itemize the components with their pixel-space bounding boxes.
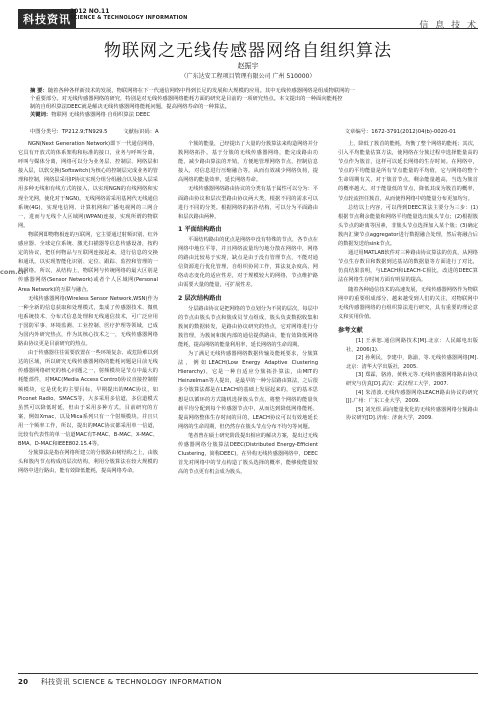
journal-badge: 科技资讯: [18, 9, 76, 29]
body-column-3: [338, 140, 478, 665]
paragraph: 笔者曾在硕士研究阶段提出相应的解决方案，提出过无线传感器网络分簇算法DEEC(Distributed Energy-Efficient Clustering，简称DEEC)，在异构无线传感器网络中，DEEC首先对网络中的节点构造了簇头选择的概率，能够使能量较高的节点更有机会成为簇头。: [178, 432, 318, 476]
references-heading: 参考文献: [338, 326, 363, 334]
reference-item: [1] 王承恕.通信网路技术[M].北京：人民邮电出版社，2006(1).: [346, 337, 478, 353]
paragraph: 总结以上内容，可以得到DEEC算法主要分为三步：(1)根据节点剩余能量和网络平均能量选出簇头节点；(2)根据簇头节点的距离等因素，非簇头节点选择加入某个簇；(3)确定簇内汇聚节点aggregator进行数据融合处理，然后将融合后的数据发送给sink节点。: [338, 204, 478, 248]
page-number: 20: [18, 678, 29, 686]
issue-number: 2012 NO.11: [70, 8, 110, 15]
body-column-2: [178, 140, 318, 665]
reference-item: [2] 孙利民，李建中，陈渝，等.无线传感器网络[M].北京：清华大学出版社，2005.: [346, 355, 478, 370]
paragraph: 随着各种通信技术的高速发展，无线传感器网络作为物联网中的重要组成部分，越来越受到人们的关注，对物联网中无线传感器网络的自组织算法进行研究，具有重要的理论意义和实用价值。: [338, 286, 478, 320]
author-affiliation: （广东达安工程项目管理有限公司 广州 510000）: [180, 73, 316, 80]
paragraph: 个簇的能量，己经提出了大量的分簇算法来构造网络并分簇网络拓扑。基于分簇的无线传感器网络，能完成路由功能，减少路由算法的开销，方便地管理网络节点，控制信息接入，对信息进行压缩融合等。从而有效减少网络负荷，提高网络的能量效率，延长网络寿命。: [178, 141, 318, 184]
page-footer: [18, 677, 222, 687]
section-heading-1: 1 平面结构路由: [178, 225, 222, 233]
paragraph: 由于传感器往往需要放置在一些环境复杂、或危险难以到达的区域，所以研究无线传感器网络的能耗问题是目前无线传感器网络研究的核心问题之一，射频模块是节点中最大的耗能部件，对MAC(Media Access Control)协议直接控制射频模块，它是优化的主要目标，早期提出的MAC协议，如Piconet Radio、SMACS等，大多采用多信道，多信道模式虽然可以降低时延，但由于采用多种方式，目前研究的方案，例如Xmac，以及Mica系列只有一个射频模块。并且只用一个频率工作，所以，提出的MAC协议都采用单一信道，比较有代表性的单一信道MAC有T-MAC、B-MAC、X-MAC、BMA、D-MAC和IEEE802.15.4等。: [18, 350, 158, 448]
paragraph: NGN(Next Generation Network)即下一代通信网络，它具有开放式的体系架构和标准的接口，业务与呼叫分离，呼叫与媒体分离，网络可以分为业务层、控制层、网络层和接入层，以软交换(Softswitch)为核心的控制层完成业务的管理和控制，网络层采用IP协议实现分组分组融合以及接入层采用多种无线和有线方式的接入，以实现NGN的有线网络和实现全光网，使化对于NGN)。无线网络需采用基网代无线通信系统(4G)，实现电信网、计算机网和广播电视网的三网合一，进而与无线个人区域网(WPAN)连接，实现所谓的物联网。: [18, 141, 158, 229]
paragraph: 通过用MATLAB软件对三种路由协议算法的仿真，从网络节点生存数目和数据到达基站的数据量等方面进行了对比，仿真结果表明，与LEACH和LEACH-C相比，改进的DEEC算法在网络生存时间方面有明显的提高。: [338, 250, 478, 284]
abstract-line-2: 个重要部分。对无线传感器网络的研究，特别是对无线传感器网络能耗方面的研究是目前的一项研究热点。本文提出的一种面向能耗控: [30, 96, 343, 102]
keywords-label: 关键词：: [30, 112, 52, 118]
body-column-1: [18, 140, 158, 665]
reference-item: [4] 朱清波.无线传感器网络LEACH路由协议的研究[J].广州：广东工业大学，2009.: [346, 389, 478, 405]
paragraph: 无线传感器网络路由协议的分类有基于属性可以分为：平面路由协议和层次型路由协议两大类，根据不同的需求可以进行不同的分类。根据网络的拓扑结构，可以分为平面路由和层次路由两种。: [178, 186, 318, 220]
footer-journal: 科技资讯 SCIENCE & TECHNOLOGY INFORMATION: [40, 678, 222, 686]
clc-number: 中图分类号：TP212.9;TN929.5: [30, 129, 108, 135]
footer-rule: [18, 673, 478, 674]
article-author: 赵振宇: [237, 62, 259, 70]
abstract-line-3: 制的自组织算法DEEC就是解决无线传感器网络能耗问题，提高网络寿命的一种算法。: [30, 104, 230, 110]
paragraph: 上，降低了簇首的能耗，均衡了整个网络的能耗；其次，引入平均能量估算方法，使网络在分簇过程中选择能量高的节点作为簇首，这样可以延长网络的生存时间。在网络中，节点的平均能量是所有节点能量的平均值，它与网络的整个生命周期有关，对于簇首节点，剩余能量越高，当选为簇首的概率越大。对于能量低的节点，降低其成为簇首的概率，节点轮流担任簇首，从而使得网络中的能量分布更加均匀。: [338, 141, 478, 202]
doc-code: 文献标识码：A: [123, 129, 159, 135]
abstract-label: 摘 要：: [30, 88, 48, 94]
paragraph: 分簇算法是指在网络所建立的分簇路由树结构之上，由簇头和簇内节点构成的层次结构，利用分簇算法在较大规模的网络中进行路由，能有效降低能耗，提高网络寿命。: [18, 450, 158, 475]
section-label: 信 息 技 术: [419, 21, 478, 31]
header-rule: [18, 28, 478, 29]
paragraph: 物联网即物物相连的互联网，它主要通过射频识别、红外感应器、全球定位系统、激光扫描器等信息传感设备，按约定的协议，把任何物品与互联网连接起来，进行信息的交换和通讯，以实现智能化识别、定位、跟踪、监控和管理的一种网络。所以，从结构上，物联网与传统网络的最大区别是传感器网络(Sensor Network)或者个人区域网(Personal Area Network)的互联与融合。: [18, 231, 158, 293]
article-title: 物联网之无线传感器网络自组织算法: [104, 41, 392, 61]
journal-english-name: SCIENCE & TECHNOLOGY INFORMATION: [70, 15, 188, 21]
abstract-line-1: 摘 要：随着各种各样新技术的发展，物联网将在下一代通信网络中得到长足的发展和大规模的应用。其中无线传感器网络是组成物联网的一: [30, 88, 355, 94]
article-id: 文章编号：1672-3791(2012)04(b)-0020-01: [344, 129, 456, 135]
reference-item: [3] 郑霖，骆涛，黄秋元等.无线传感器网络路由协议研究与仿真[D].武汉：武汉理工大学，2007.: [346, 372, 478, 387]
reference-item: [5] 刘光煜.面向能量优化的无线传感器网络分簇路由协议研究[D].济南：济南大学，2009.: [346, 406, 478, 422]
keywords-line: [30, 111, 470, 119]
keywords: 物联网 无线传感器网络 自组织算法 DEEC: [51, 112, 151, 118]
classification-row: [30, 127, 470, 135]
paragraph: 为了满足无线传感器网络数据传输及能耗要求，分簇算法，例如LEACH(Low Energy Adaptive Clustering Hierarchy)，它是一种自适应分簇拓扑算法，由MIT的Heinzelman等人提出，是最早的一种分层路由算法，之后很多分簇算法都是在LEACH的基础上发展起来的，它的基本思想是以循环的方式随机选择簇头节点，将整个网络的能量负载平均分配到每个传感器节点中，从而达到降低网络能耗、提高网络整体生存时间的目的，LEACH协议可以有效地延长网络的生命周期，但仍然存在簇头节点分布不均匀等问题。: [178, 351, 318, 430]
paragraph: 无线传感器网络(Wireless Sensor Network,WSN)作为一种全新的信息获取和处理模式，集成了传感器技术、微机电系统技术、分布式信息处理和无线通信技术，可广泛应用于国防军事、环境监测、工业控制、医疗护理等领域，已成为国内外研究热点，作为其核心技术之一，无线传感器网络路由协议更是目前研究的热点。: [18, 295, 158, 348]
watermark: com.cn: [0, 268, 27, 276]
paragraph: 平面结构路由的优点是网络中没有特殊的节点，各节点在网络中地位平等，并且网络流量均匀地分散在网络中，网络的路由比较易于实现，缺点是由于没有管理节点，不能对通信资源进行优化管理，自组织协同工作，算法复杂度高，网络动态变化的适应性差，对于规模较大的网络，节点维护路由需要大量的能量，可扩展性差。: [178, 236, 318, 289]
paragraph: 分层路由协议是把网络的节点划分为不同的层次，每层中的节点由簇头节点和簇成员节点组成，簇头负责数据收集和簇间的数据转发，是路由协议研究的热点，它对网络进行分簇管理，为簇间和簇内部的通信提供路由，能有效降低网络能耗，提高网络的能量利用率，延长网络的生命周期。: [178, 305, 318, 348]
section-heading-2: 2 层次结构路由: [178, 294, 222, 302]
